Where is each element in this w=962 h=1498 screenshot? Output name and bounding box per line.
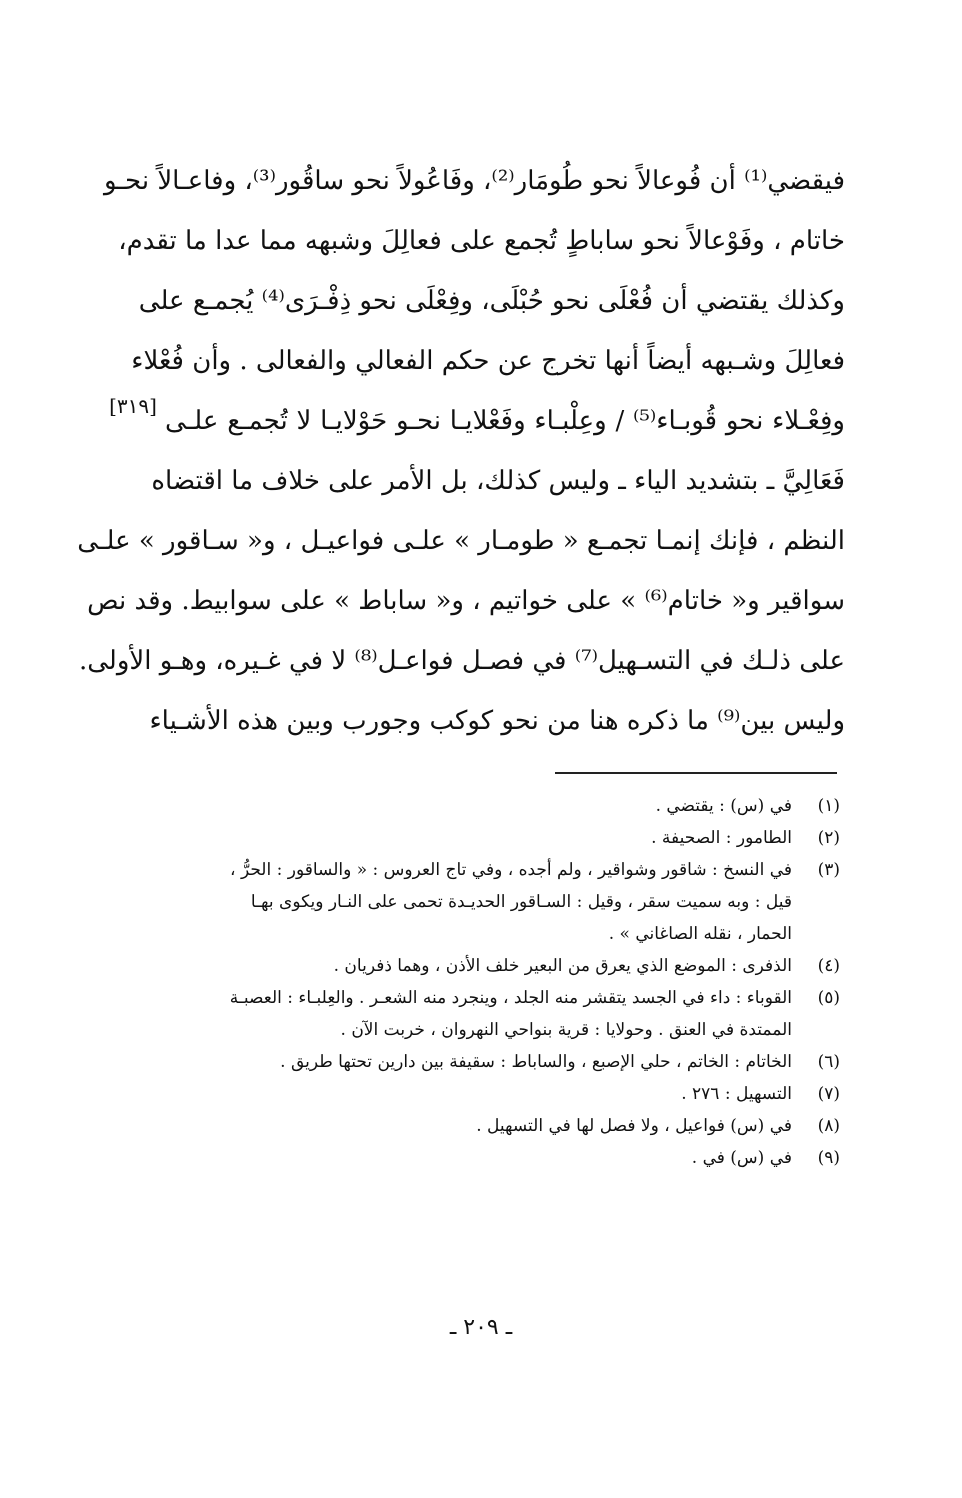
footnote-text (165, 1110, 792, 1142)
footnote-text (165, 982, 792, 1046)
main-text-line: على ذلـك في التسـهيل⁽⁷⁾ في فصـل فواعـل⁽⁸⁾ لا في غـيره، وهـو الأولى. (78, 646, 845, 676)
footnote-line: الخاتام : الخاتم ، حلي الإصبع ، والساباط : سقيفة بين دارين تحتها طريق . (280, 1052, 792, 1072)
footnote-item (165, 950, 840, 982)
footnote-item (165, 822, 840, 854)
footnote-item (165, 982, 840, 1046)
footnote-line: الذفرى : الموضع الذي يعرق من البعير خلف الأذن ، وهما ذفريان . (333, 956, 792, 976)
main-text-line: وفِعْـلاء نحو قُوبـاء⁽⁵⁾ / وعِلْبـاء وفَعْلايـا نحـو حَوْلايـا لا تُجمـع علـى (165, 406, 845, 436)
footnote-item (165, 1110, 840, 1142)
footnote-line: الطامور : الصحيفة . (651, 828, 792, 848)
footnote-separator (555, 772, 837, 774)
footnote-line: التسهيل : ٢٧٦ . (681, 1084, 792, 1104)
manuscript-folio-marker: [٣١٩] (109, 394, 157, 418)
footnote-text (165, 1078, 792, 1110)
main-text-line: سواقير و« خاتام⁽⁶⁾ » على خواتيم ، و« ساباط » على سوابيط. وقد نص (87, 586, 845, 616)
footnote-text (165, 854, 792, 950)
main-text-line: فعالِلَ وشـبهه أيضاً أنها تخرج عن حكم الفعالي والفعالى . وأن فُعْلاء (131, 346, 845, 376)
footnote-line: الممتدة في العنق . وحولايا : قرية بنواحي النهروان ، خربت الآن . (340, 1020, 792, 1040)
footnote-text (165, 1142, 792, 1174)
footnote-text (165, 822, 792, 854)
footnote-number: (٦) (817, 1052, 840, 1072)
footnote-line: في النسخ : شاقور وشواقير ، ولم أجده ، وفي تاج العروس : « والساقور : الحرُّ ، (230, 860, 792, 880)
footnote-item (165, 1078, 840, 1110)
footnote-text (165, 1046, 792, 1078)
footnote-number: (٢) (817, 828, 840, 848)
footnote-item (165, 790, 840, 822)
main-text-line: فيقضي⁽¹⁾ أن فُوعالاً نحو طُومَار⁽²⁾، وفَاعُولاً نحو ساقُور⁽³⁾، وفاعـالاً نحـو (104, 166, 845, 196)
footnote-item (165, 854, 840, 950)
footnote-line: الحمار ، نقله الصاغاني » . (608, 924, 792, 944)
footnote-number: (٨) (817, 1116, 840, 1136)
main-text-line: خاتام ، وفَوْعالاً نحو ساباطٍ تُجمع على فعالِلَ وشبهه مما عدا ما تقدم، (118, 226, 845, 256)
footnote-text (165, 950, 792, 982)
footnotes-list (165, 790, 840, 1174)
footnote-line: في (س) فواعيل ، ولا فصل لها في التسهيل . (476, 1116, 792, 1136)
footnote-number: (٥) (817, 988, 840, 1008)
footnote-line: قيل : وبه سميت سقر ، وقيل : السـاقور الحديـدة تحمى على النـار ويكوى بهـا (250, 892, 792, 912)
footnote-line: القوباء : داء في الجسد يتقشر منه الجلد ، وينجرد منه الشعـر . والعِلبـاء : العصبـة (229, 988, 792, 1008)
footnote-text (165, 790, 792, 822)
footnote-item (165, 1046, 840, 1078)
footnote-item (165, 1142, 840, 1174)
footnote-number: (٩) (817, 1148, 840, 1168)
footnote-number: (١) (817, 796, 840, 816)
footnote-line: في (س) في . (691, 1148, 792, 1168)
main-text-line: وكذلك يقتضي أن فُعْلَى نحو حُبْلَى، وفِعْلَى نحو ذِفْـرَى⁽⁴⁾ يُجمـع على (138, 286, 845, 316)
page-number: ـ ٢٠٩ ـ (449, 1315, 513, 1340)
footnote-number: (٤) (817, 956, 840, 976)
footnote-number: (٣) (817, 860, 840, 880)
main-text-line: فَعَالِيَّ ـ بتشديد الياء ـ وليس كذلك، بل الأمر على خلاف ما اقتضاه (151, 466, 845, 496)
main-text-line: وليس بين⁽⁹⁾ ما ذكره هنا من نحو كوكب وجورب وبين هذه الأشـياء (149, 706, 845, 736)
footnote-number: (٧) (817, 1084, 840, 1104)
footnote-line: في (س) : يقتضي . (655, 796, 792, 816)
main-text-line: النظم ، فإنك إنمـا تجمـع « طومـار » علـى فواعيـل ، و« سـاقور » علـى (77, 526, 845, 556)
